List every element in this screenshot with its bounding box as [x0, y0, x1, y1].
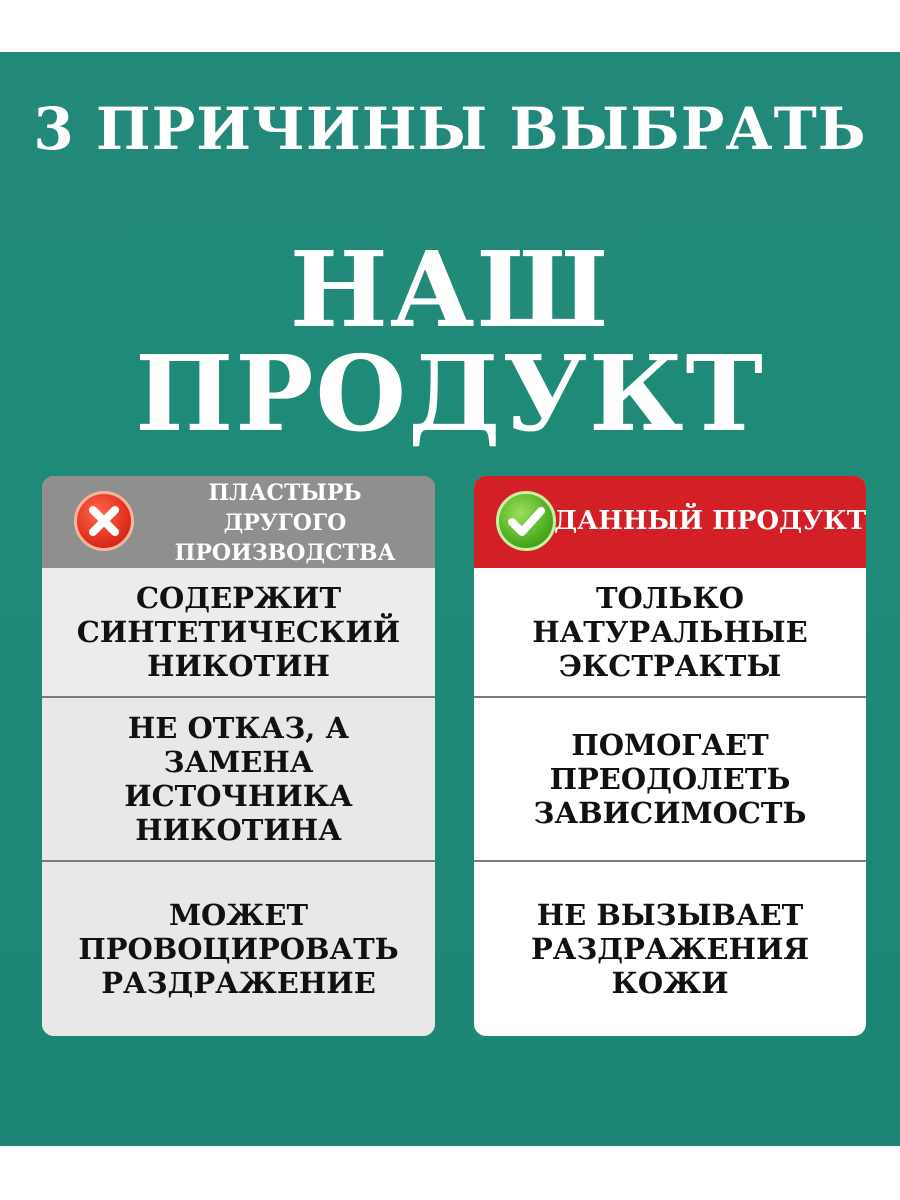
cross-icon	[74, 491, 134, 551]
our-product-card	[474, 476, 866, 1036]
competitor-reason-2: НЕ ОТКАЗ, А ЗАМЕНА ИСТОЧНИКА НИКОТИНА	[42, 698, 435, 860]
product-reason-3: НЕ ВЫЗЫВАЕТ РАЗДРАЖЕНИЯ КОЖИ	[530, 898, 810, 1000]
checkmark-icon	[496, 491, 556, 551]
competitor-card-title: ПЛАСТЫРЬ ДРУГОГО ПРОИЗВОДСТВА	[174, 480, 396, 566]
promo-banner	[0, 52, 900, 1146]
product-reason-2: ПОМОГАЕТ ПРЕОДОЛЕТЬ ЗАВИСИМОСТЬ	[533, 728, 807, 830]
headline-title: НАШ ПРОДУКТ	[135, 228, 765, 455]
competitor-reason-3: МОЖЕТ ПРОВОЦИРОВАТЬ РАЗДРАЖЕНИЕ	[42, 862, 435, 1036]
headline-subtitle: 3 ПРИЧИНЫ ВЫБРАТЬ	[33, 95, 867, 163]
product-reason-1: ТОЛЬКО НАТУРАЛЬНЫЕ ЭКСТРАКТЫ	[532, 581, 808, 683]
our-product-card-header	[474, 476, 866, 568]
competitor-reason-1: СОДЕРЖИТ СИНТЕТИЧЕСКИЙ НИКОТИН	[42, 568, 435, 696]
competitor-card-header	[42, 476, 435, 568]
our-product-card-title: ДАННЫЙ ПРОДУКТ	[554, 506, 866, 536]
competitor-card	[42, 476, 435, 1036]
